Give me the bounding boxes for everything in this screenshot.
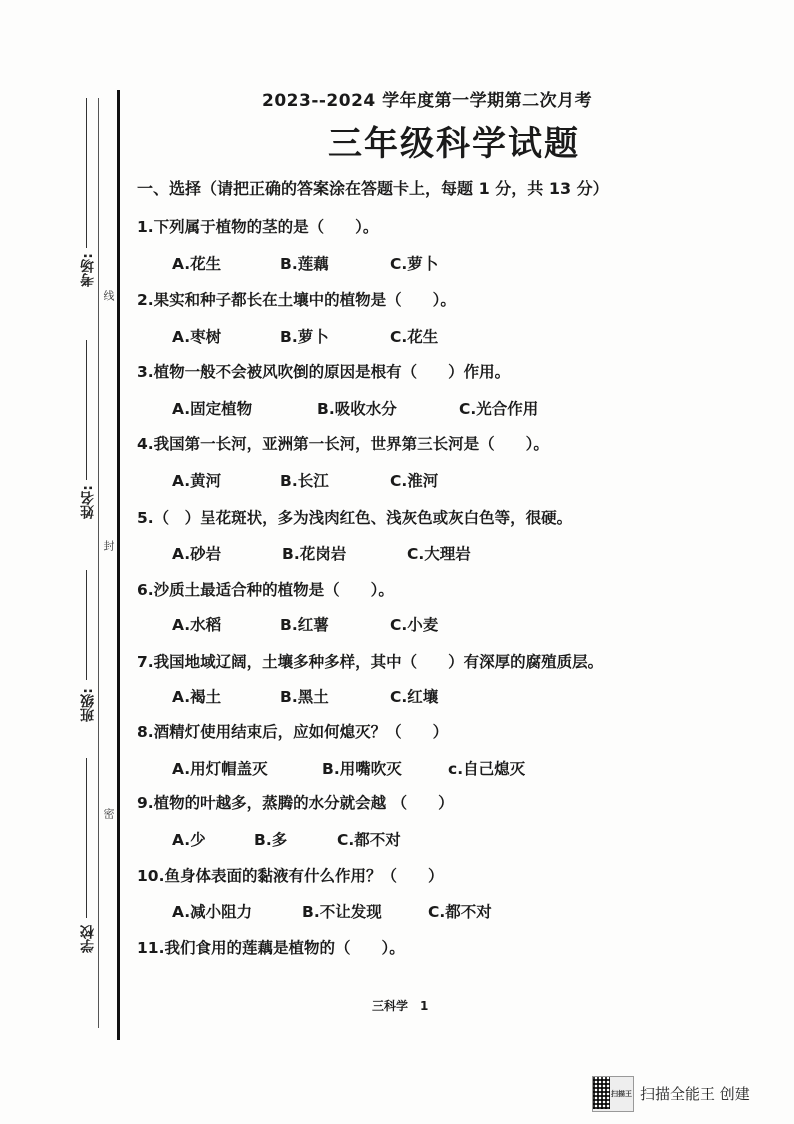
question-9: 9.植物的叶越多，蒸腾的水分就会越 （ ） bbox=[137, 794, 454, 812]
exam-room-blank bbox=[86, 98, 87, 248]
question-11: 11.我们食用的莲藕是植物的（ ）。 bbox=[137, 939, 405, 957]
question-3: 3.植物一般不会被风吹倒的原因是根有（ ）作用。 bbox=[137, 363, 511, 381]
question-10: 10.鱼身体表面的黏液有什么作用？（ ） bbox=[137, 867, 444, 885]
scanner-logo bbox=[592, 1076, 634, 1112]
option-c[interactable]: C.都不对 bbox=[428, 903, 492, 921]
scanner-caption: 扫描全能王 创建 bbox=[640, 1085, 750, 1103]
option-a[interactable]: A.水稻 bbox=[172, 616, 222, 634]
binding-mark-seal: 封 bbox=[102, 540, 115, 551]
page-footer: 三科学 1 bbox=[372, 999, 429, 1013]
exam-room-label: 考场: bbox=[80, 253, 96, 287]
option-b[interactable]: B.莲藕 bbox=[280, 255, 329, 273]
option-a[interactable]: A.黄河 bbox=[172, 472, 222, 490]
exam-subtitle: 2023--2024 学年度第一学期第二次月考 bbox=[262, 91, 593, 111]
option-c[interactable]: C.红壤 bbox=[390, 688, 439, 706]
class-blank bbox=[86, 570, 87, 680]
name-label: 姓名: bbox=[80, 485, 96, 519]
option-b[interactable]: B.用嘴吹灭 bbox=[322, 760, 402, 778]
question-8: 8.酒精灯使用结束后，应如何熄灭？（ ） bbox=[137, 723, 449, 741]
option-a[interactable]: A.固定植物 bbox=[172, 400, 253, 418]
qr-code-icon bbox=[593, 1077, 610, 1109]
option-a[interactable]: A.用灯帽盖灭 bbox=[172, 760, 268, 778]
option-c[interactable]: C.淮河 bbox=[390, 472, 439, 490]
option-c[interactable]: C.都不对 bbox=[337, 831, 401, 849]
option-a[interactable]: A.减小阻力 bbox=[172, 903, 253, 921]
option-a[interactable]: A.少 bbox=[172, 831, 206, 849]
option-b[interactable]: B.红薯 bbox=[280, 616, 329, 634]
binding-mark-secret: 密 bbox=[102, 808, 115, 819]
option-c[interactable]: C.萝卜 bbox=[390, 255, 439, 273]
option-a[interactable]: A.褐土 bbox=[172, 688, 222, 706]
option-a[interactable]: A.砂岩 bbox=[172, 545, 222, 563]
option-a[interactable]: A.枣树 bbox=[172, 328, 222, 346]
school-label: 学校 bbox=[80, 925, 96, 953]
option-b[interactable]: B.吸收水分 bbox=[317, 400, 397, 418]
exam-title: 三年级科学试题 bbox=[328, 124, 580, 164]
question-6: 6.沙质土最适合种的植物是（ ）。 bbox=[137, 581, 394, 599]
binding-line-thick bbox=[117, 90, 120, 1040]
name-blank bbox=[86, 340, 87, 480]
option-b[interactable]: B.多 bbox=[254, 831, 288, 849]
question-7: 7.我国地域辽阔，土壤多种多样，其中（ ）有深厚的腐殖质层。 bbox=[137, 653, 604, 671]
school-blank bbox=[86, 758, 87, 918]
question-4: 4.我国第一长河，亚洲第一长河，世界第三长河是（ ）。 bbox=[137, 435, 549, 453]
section-title: 一、选择（请把正确的答案涂在答题卡上，每题 1 分，共 13 分） bbox=[137, 179, 609, 198]
option-c[interactable]: C.小麦 bbox=[390, 616, 439, 634]
question-2: 2.果实和种子都长在土壤中的植物是（ ）。 bbox=[137, 291, 456, 309]
option-b[interactable]: B.萝卜 bbox=[280, 328, 329, 346]
option-c[interactable]: C.光合作用 bbox=[459, 400, 539, 418]
option-b[interactable]: B.黑土 bbox=[280, 688, 329, 706]
option-c[interactable]: c.自己熄灭 bbox=[448, 760, 526, 778]
option-c[interactable]: C.花生 bbox=[390, 328, 439, 346]
option-c[interactable]: C.大理岩 bbox=[407, 545, 471, 563]
class-label: 班级: bbox=[80, 688, 96, 722]
question-5: 5.（ ）呈花斑状，多为浅肉红色、浅灰色或灰白色等，很硬。 bbox=[137, 509, 573, 527]
option-b[interactable]: B.长江 bbox=[280, 472, 329, 490]
binding-mark-line: 线 bbox=[102, 290, 115, 301]
option-a[interactable]: A.花生 bbox=[172, 255, 222, 273]
scanner-logo-text: 扫描王 bbox=[611, 1090, 632, 1098]
option-b[interactable]: B.不让发现 bbox=[302, 903, 382, 921]
binding-line-thin bbox=[98, 98, 99, 1028]
option-b[interactable]: B.花岗岩 bbox=[282, 545, 347, 563]
question-1: 1.下列属于植物的茎的是（ ）。 bbox=[137, 218, 379, 236]
